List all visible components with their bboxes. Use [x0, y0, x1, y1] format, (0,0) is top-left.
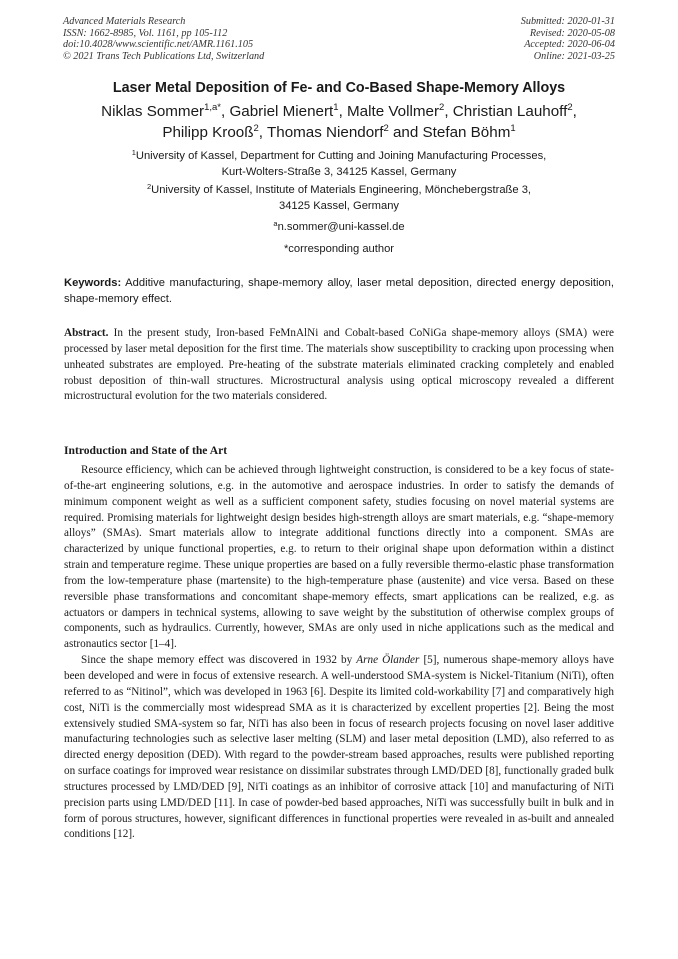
author-separator: ,	[572, 103, 577, 120]
author-name: Gabriel Mienert	[229, 103, 334, 120]
author-affiliation-mark: 2	[439, 102, 445, 113]
paper-title: Laser Metal Deposition of Fe- and Co-Based Shape-Memory Alloys	[112, 80, 566, 96]
paragraph-2-start: Since the shape memory effect was discovered in 1932 by	[81, 654, 353, 667]
submission-dates	[521, 16, 615, 62]
author-separator: and	[388, 124, 423, 141]
author-affiliation-mark: 1	[510, 123, 516, 134]
author-list	[40, 101, 638, 143]
author-line-1	[40, 101, 638, 122]
author-separator: ,	[221, 103, 230, 120]
paragraph-1: Resource efficiency, which can be achieved through lightweight construction, is considered to be a key focus of state-of-the-art engineering solutions, e.g. in the automotive and aerospace industries. In order to satisfy the demands of minimum component weight as well as a sufficient component safety, studies focusing on novel material systems are required. Promising materials for lightweight design besides high-strength alloys are smart materials, e.g. “shape-memory alloys” (SMAs). Smart materials allow to integrate additional functions directly into a component. SMAs are characterized by unique functional properties, e.g. to return to their original shape upon deformation within a distinct strain and temperature regime. These unique properties are based on a fully reversible thermo-elastic phase transformation from the low-temperature phase (martensite) to the high-temperature phase (austenite) and vice versa. Based on these reversible phase transformations and concomitant shape-memory effects, smart applications can be realized, e.g. as actuators or dampers in technical systems, allowing to save weight by the substitution of otherwise complex groups of components, such as hydraulics. Currently, however, SMAs are only used in niche applications such as the medical and astronautics sector [1–4].	[64, 464, 614, 651]
keywords	[64, 276, 614, 307]
affiliation-mark: 2	[146, 182, 152, 191]
author-affiliation-mark: 1,a*	[204, 102, 221, 113]
paragraph-2-rest: [5], numerous shape-memory alloys have been developed and were in focus of extensive research. A well-understood SMA-system is Nickel-Titanium (NiTi), often referred to as “Nitinol”, which was developed in 1963 [6]. Despite its limited cold-workability [7] and comparatively high cost, NiTi is the commercially most widespread SMA as it is characterized by excellent properties [2]. Being the most extensively studied SMA-system so far, NiTi has also been in focus of research projects focusing on novel laser additive manufacturing technologies such as selective laser melting (SLM) and laser metal deposition (LMD), also referred to as directed energy deposition (DED). With regard to the powder-stream based approaches, results were published reporting on surface coatings for improved wear resistance on dissimilar substrates through LMD/DED [8], functionally graded bulk structures processed by LMD/DED [9], NiTi coatings as an inhibitor of corrosive attack [10] and manufacturing of NiTi precision parts using LMD/DED [11]. In case of powder-bed based approaches, NiTi was successfully built in bulk and in form of porous structures, however, significant differences in functional properties were revealed in as-built and annealed conditions [12].	[64, 654, 614, 841]
author-name: Stefan Böhm	[422, 124, 511, 141]
author-separator: ,	[338, 103, 348, 120]
author-separator: ,	[444, 103, 453, 120]
submitted-date: Submitted: 2020-01-31	[520, 16, 615, 27]
author-name: Malte Vollmer	[347, 103, 440, 120]
author-affiliation-mark: 1	[333, 102, 339, 113]
author-line-2	[40, 122, 638, 143]
journal-issn: ISSN: 1662-8985, Vol. 1161, pp 105-112	[63, 27, 228, 39]
author-email	[40, 220, 638, 236]
email-text: n.sommer@uni-kassel.de	[277, 221, 405, 233]
author-name: Philipp Krooß	[162, 124, 254, 141]
keywords-label: Keywords:	[64, 277, 122, 289]
journal-doi: doi:10.4028/www.scientific.net/AMR.1161.105	[63, 39, 254, 51]
affiliation-2	[40, 183, 638, 214]
section-heading: Introduction and State of the Art	[64, 444, 228, 457]
author-name: Niklas Sommer	[101, 103, 205, 120]
keywords-text: Additive manufacturing, shape-memory alloy, laser metal deposition, directed energy deposition, shape-memory effect.	[64, 277, 614, 305]
author-affiliation-mark: 2	[253, 123, 259, 134]
accepted-date: Accepted: 2020-06-04	[524, 39, 615, 51]
affiliation-line: University of Kassel, Institute of Materials Engineering, Mönchebergstraße 3,	[151, 184, 532, 196]
author-separator: ,	[258, 124, 267, 141]
corresponding-author-note	[40, 242, 638, 258]
author-name: Christian Lauhoff	[452, 103, 568, 120]
journal-info	[63, 16, 264, 62]
revised-date: Revised: 2020-05-08	[529, 27, 615, 39]
affiliation-line: University of Kassel, Department for Cutting and Joining Manufacturing Processes,	[135, 150, 547, 162]
affiliation-1	[40, 149, 638, 180]
journal-name: Advanced Materials Research	[63, 16, 186, 27]
online-date: Online: 2021-03-25	[533, 50, 615, 62]
affiliation-line: Kurt-Wolters-Straße 3, 34125 Kassel, Germany	[221, 165, 457, 178]
journal-copyright: © 2021 Trans Tech Publications Ltd, Switzerland	[63, 50, 265, 62]
abstract-text: In the present study, Iron-based FeMnAlNi and Cobalt-based CoNiGa shape-memory alloys (SMA) were processed by laser metal deposition for the first time. The materials show susceptibility to cracking upon processing when unheated substrates are employed. Pre-heating of the substrate materials eliminated cracking completely and enabled robust deposition of thin-wall structures. Microstructural analysis using optical microscopy revealed a different microstructural evolution for the two materials considered.	[64, 327, 615, 403]
abstract-label: Abstract.	[64, 327, 109, 339]
introduction-body	[64, 463, 614, 843]
cited-person: Arne Ölander	[356, 654, 420, 667]
author-affiliation-mark: 2	[567, 102, 573, 113]
paragraph-2	[64, 653, 614, 843]
affiliation-line: 34125 Kassel, Germany	[278, 199, 400, 212]
abstract	[64, 326, 614, 405]
author-affiliation-mark: 2	[383, 123, 389, 134]
author-name: Thomas Niendorf	[266, 124, 384, 141]
corresponding-text: *corresponding author	[283, 243, 395, 255]
email-mark: a	[273, 219, 278, 228]
affiliation-mark: 1	[131, 148, 136, 157]
